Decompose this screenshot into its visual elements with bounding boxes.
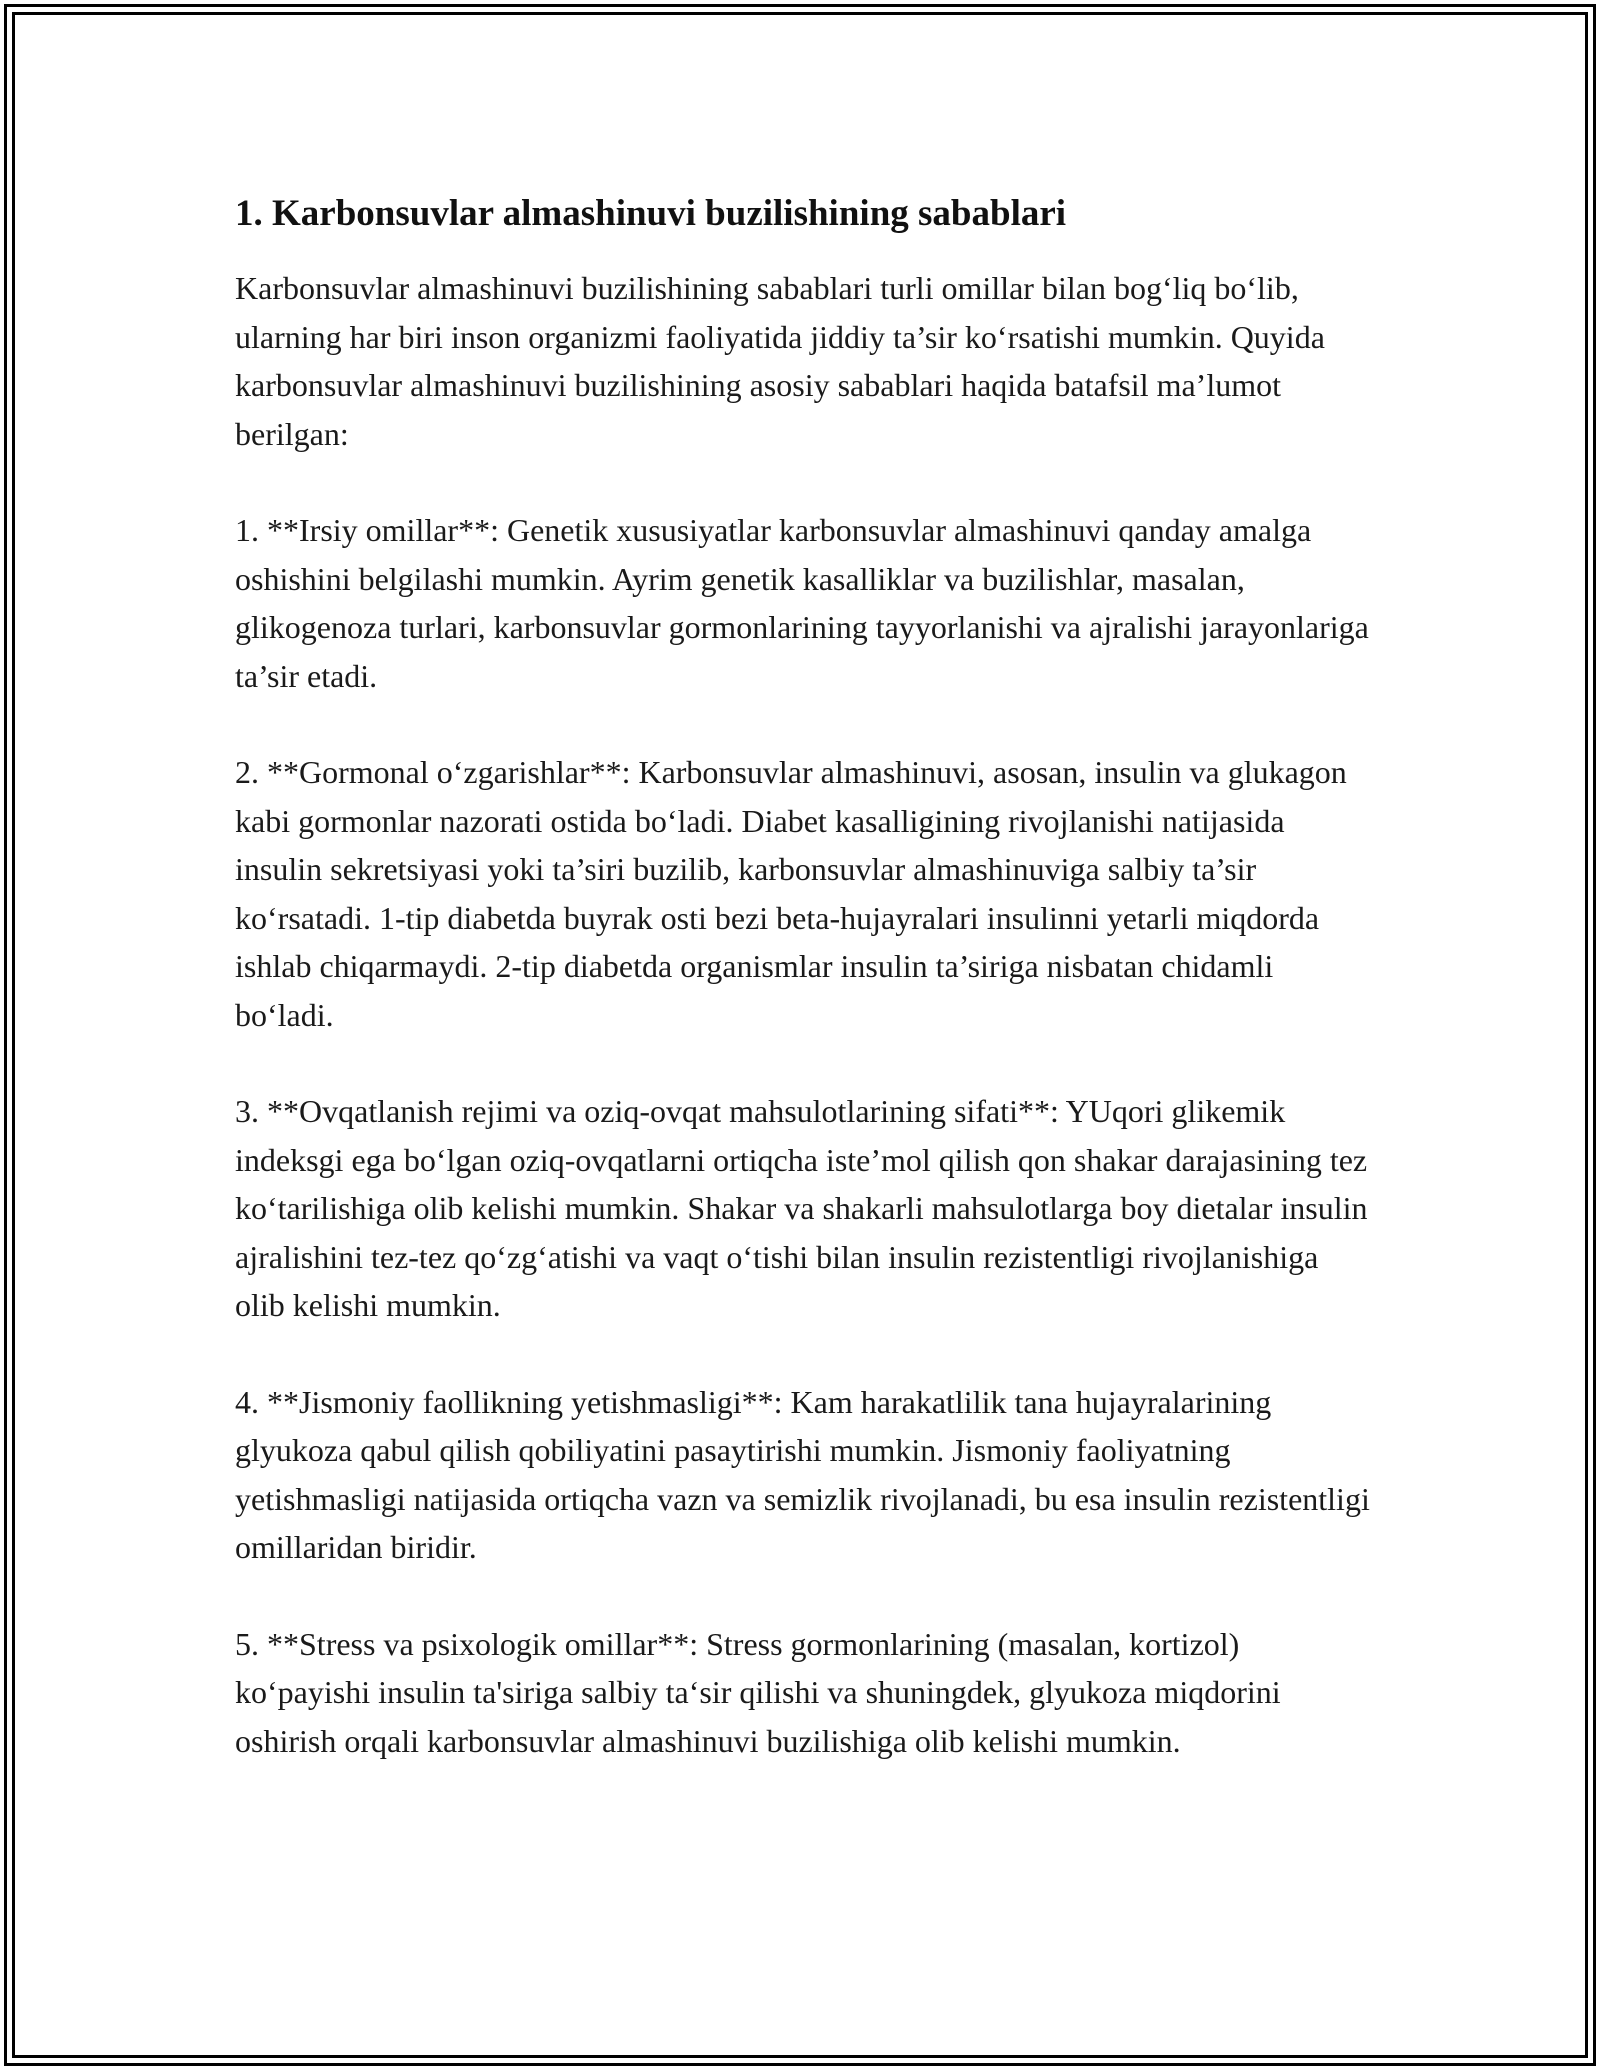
cause-paragraph-physical-activity: 4. **Jismoniy faollikning yetishmasligi**: Kam harakatlilik tana hujayralarining glyukoza qabul qilish qobiliyatini pasaytirishi mumkin. Jismoniy faoliyatning yetishmasligi natijasida ortiqcha vazn va semizlik rivojlanadi, bu esa insulin rezistentligi omillaridan biridir. [235,1383,1370,1565]
document-body [235,186,1375,1813]
section-title: 1. Karbonsuvlar almashinuvi buzilishining sabablari [235,193,1067,234]
cause-paragraph-hereditary: 1. **Irsiy omillar**: Genetik xususiyatlar karbonsuvlar almashinuvi qanday amalga oshishini belgilashi mumkin. Ayrim genetik kasalliklar va buzilishlar, masalan, glikogenoza turlari, karbonsuvlar gormonlarining tayyorlanishi va ajralishi jarayonlariga ta’sir etadi. [235,512,1369,694]
cause-paragraph-nutrition: 3. **Ovqatlanish rejimi va oziq-ovqat mahsulotlarining sifati**: YUqori glikemik indeksgi ega bo‘lgan oziq-ovqatlarni ortiqcha iste’mol qilish qon shakar darajasining tez ko‘tarilishiga olib kelishi mumkin. Shakar va shakarli mahsulotlarga boy dietalar insulin ajralishini tez-tez qo‘zg‘atishi va vaqt o‘tishi bilan insulin rezistentligi rivojlanishiga olib kelishi mumkin. [235,1093,1368,1323]
intro-paragraph: Karbonsuvlar almashinuvi buzilishining sabablari turli omillar bilan bog‘liq bo‘lib, ularning har biri inson organizmi faoliyatida jiddiy ta’sir ko‘rsatishi mumkin. Quyida karbonsuvlar almashinuvi buzilishining asosiy sabablari haqida batafsil ma’lumot berilgan: [235,270,1325,452]
cause-paragraph-hormonal: 2. **Gormonal o‘zgarishlar**: Karbonsuvlar almashinuvi, asosan, insulin va glukagon kabi gormonlar nazorati ostida bo‘ladi. Diabet kasalligining rivojlanishi natijasida insulin sekretsiyasi yoki ta’siri buzilib, karbonsuvlar almashinuviga salbiy ta’sir ko‘rsatadi. 1-tip diabetda buyrak osti bezi beta-hujayralari insulinni yetarli miqdorda ishlab chiqarmaydi. 2-tip diabetda organismlar insulin ta’siriga nisbatan chidamli bo‘ladi. [235,754,1347,1033]
cause-paragraph-stress: 5. **Stress va psixologik omillar**: Stress gormonlarining (masalan, kortizol) ko‘payishi insulin ta'siriga salbiy ta‘sir qilishi va shuningdek, glyukoza miqdorini oshirish orqali karbonsuvlar almashinuvi buzilishiga olib kelishi mumkin. [235,1625,1281,1759]
